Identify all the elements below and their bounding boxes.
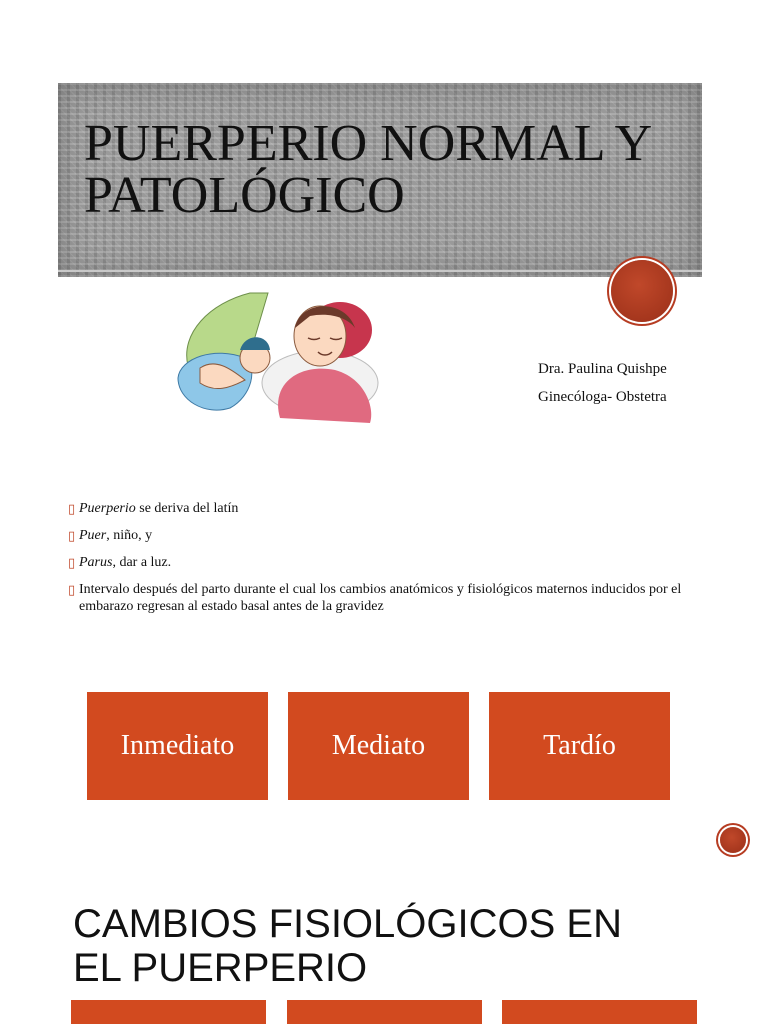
bullet-text: , dar a luz. (112, 555, 172, 570)
phase-box-tardio: Tardío (489, 692, 670, 800)
title-band-bottom-line (58, 270, 702, 272)
bullet-item (68, 581, 708, 615)
phase-box-mediato: Mediato (288, 692, 469, 800)
slide-title-line1: PUERPERIO NORMAL Y (84, 115, 653, 172)
author-role: Ginecóloga- Obstetra (538, 389, 667, 405)
author-block (538, 355, 667, 411)
author-name: Dra. Paulina Quishpe (538, 361, 667, 377)
bullet-marker-icon: ▯ (68, 555, 76, 570)
definition-bullets (68, 500, 708, 625)
section-title-line1: CAMBIOS FISIOLÓGICOS EN (73, 902, 622, 946)
bullet-marker-icon: ▯ (68, 528, 76, 543)
section-title-line2: EL PUERPERIO (73, 946, 368, 990)
bullet-text: , niño, y (106, 528, 153, 543)
bullet-text: se deriva del latín (135, 501, 239, 516)
bullet-item (68, 527, 708, 544)
bottom-box (287, 1000, 482, 1024)
section-title (73, 902, 713, 990)
bullet-italic: Puer (79, 528, 107, 543)
bottom-box (502, 1000, 697, 1024)
bullet-item (68, 500, 708, 517)
bullet-italic: Puerperio (79, 501, 136, 516)
mother-baby-illustration (170, 288, 380, 423)
bullet-marker-icon: ▯ (68, 582, 76, 597)
phase-box-inmediato: Inmediato (87, 692, 268, 800)
bullet-italic: Parus (79, 555, 113, 570)
bottom-box (71, 1000, 266, 1024)
bullet-marker-icon: ▯ (68, 501, 76, 516)
bullet-text: Intervalo después del parto durante el cual los cambios anatómicos y fisiológicos maternos inducidos por el embarazo regresan al estado basal antes de la gravidez (79, 582, 682, 614)
slide-title-line2: PATOLÓGICO (84, 167, 405, 224)
slide-title (84, 115, 704, 224)
decorative-circle-icon (720, 827, 746, 853)
decorative-circle-icon (611, 260, 673, 322)
puerperium-phases (0, 692, 768, 800)
bullet-item (68, 554, 708, 571)
